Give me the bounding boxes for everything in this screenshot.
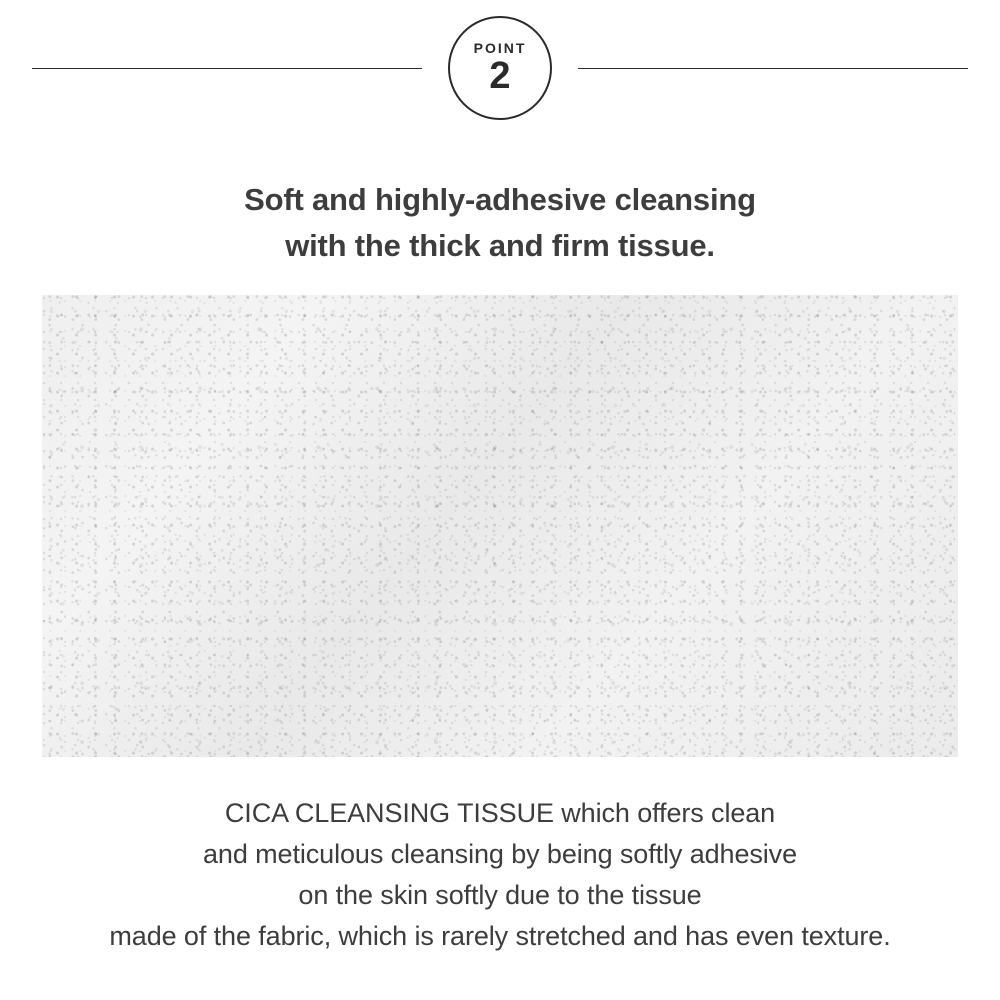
tissue-texture-image	[42, 295, 958, 757]
divider-line-right	[578, 68, 968, 69]
body-copy-line-4: made of the fabric, which is rarely stretched and has even texture.	[109, 920, 891, 951]
body-copy-line-2: and meticulous cleansing by being softly adhesive	[203, 838, 797, 869]
point-badge	[448, 16, 552, 120]
texture-image-container	[0, 295, 1000, 757]
point-badge-label: POINT	[473, 40, 527, 56]
section-heading-line-1: Soft and highly-adhesive cleansing	[244, 182, 756, 217]
section-heading	[0, 177, 1000, 269]
divider-line-left	[32, 68, 422, 69]
point-badge-number: 2	[489, 55, 511, 97]
point-badge-row	[0, 0, 1000, 135]
body-copy-line-3: on the skin softly due to the tissue	[298, 879, 702, 910]
section-heading-line-2: with the thick and firm tissue.	[285, 227, 715, 263]
section-body-copy	[0, 793, 1000, 957]
body-copy-line-1: CICA CLEANSING TISSUE which offers clean	[224, 797, 776, 828]
